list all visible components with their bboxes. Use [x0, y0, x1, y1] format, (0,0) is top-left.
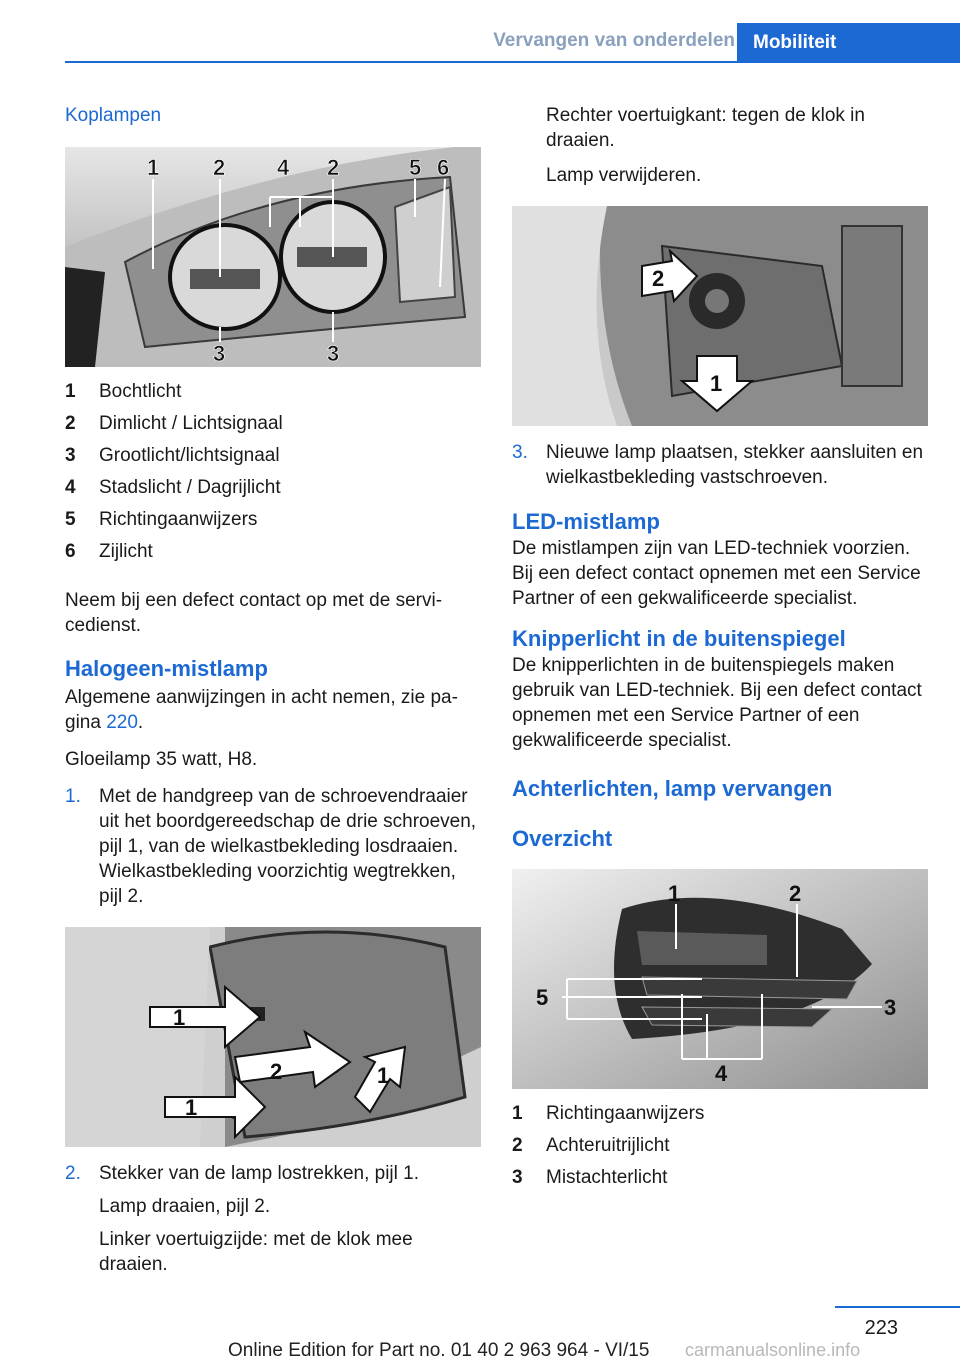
koplampen-label: Koplampen	[65, 105, 162, 126]
headlamp-legend	[65, 376, 481, 568]
wheelarch-callout: 1	[173, 1005, 186, 1030]
headlamp-callout: 5	[409, 155, 422, 180]
legend-item	[65, 440, 481, 472]
step-number: 2.	[65, 1163, 81, 1184]
headlamp-callout: 6	[437, 155, 450, 180]
header-section-title: Vervangen van onderdelen	[493, 30, 735, 51]
overzicht-heading: Overzicht	[512, 826, 613, 851]
halogeen-intro-text: Algemene aanwijzingen in acht nemen, zie pagina	[65, 687, 458, 733]
legend-item	[65, 536, 481, 568]
headlamp-callout: 4	[277, 155, 290, 180]
achter-heading: Achterlichten, lamp vervangen	[512, 776, 833, 801]
legend-text: Dimlicht / Lichtsignaal	[99, 413, 283, 434]
taillight-illustration	[512, 869, 928, 1089]
knipper-heading: Knipperlicht in de buitenspiegel	[512, 626, 846, 651]
legend-text: Bochtlicht	[99, 381, 182, 402]
foglamp-callout: 1	[710, 371, 723, 396]
step2-sub: Rechter voertuigkant: tegen de klok in draaien.	[546, 105, 865, 151]
led-heading: LED-mistlamp	[512, 509, 660, 534]
legend-number: 5	[65, 509, 76, 530]
legend-number: 1	[512, 1103, 523, 1124]
taillight-legend	[512, 1098, 928, 1194]
headlamp-callout: 2	[213, 155, 226, 180]
step-text: Met de handgreep van de schroevendraaier uit het boordgereedschap de drie schroeven, pijl 1, van de wielkastbekleding losdraaien. Wielkastbekleding voorzichtig wegtrekken, pijl 2.	[99, 786, 477, 907]
step-text: Stekker van de lamp lostrekken, pijl 1.	[99, 1163, 419, 1184]
watermark-text: carmanualsonline.info	[685, 1340, 861, 1360]
headlamp-callout: 3	[327, 341, 340, 366]
legend-item	[512, 1098, 928, 1130]
legend-text: Zijlicht	[99, 541, 153, 562]
taillight-callout: 2	[789, 881, 802, 906]
gloeilamp-text: Gloeilamp 35 watt, H8.	[65, 749, 258, 770]
steps-list	[65, 784, 481, 909]
page-reference-link[interactable]: 220	[106, 712, 138, 733]
headlamp-callout: 1	[147, 155, 160, 180]
right-column	[512, 100, 928, 1194]
step-text: Nieuwe lamp plaatsen, stekker aansluiten en wielkastbekleding vastschroeven.	[546, 442, 924, 488]
steps-list	[65, 1161, 481, 1186]
taillight-callout: 4	[715, 1061, 728, 1086]
legend-item	[65, 472, 481, 504]
wheelarch-callout: 2	[270, 1059, 283, 1084]
wheelarch-callout: 1	[185, 1095, 198, 1120]
legend-number: 2	[512, 1135, 523, 1156]
legend-number: 6	[65, 541, 76, 562]
headlamp-figure	[65, 147, 481, 367]
legend-item	[65, 376, 481, 408]
wheelarch-illustration	[65, 927, 481, 1147]
legend-text: Achteruitrijlicht	[546, 1135, 670, 1156]
defect-paragraph: Neem bij een defect contact op met de servicedienst.	[65, 590, 443, 636]
foglamp-figure	[512, 206, 928, 426]
step-item	[65, 1161, 481, 1186]
halogeen-intro-end: .	[137, 712, 144, 733]
foglamp-callout: 2	[652, 266, 665, 291]
headlamp-callout: 3	[213, 341, 226, 366]
edition-text: Online Edition for Part no. 01 40 2 963 964 - VI/15	[228, 1340, 650, 1361]
halogeen-heading: Halogeen-mistlamp	[65, 656, 268, 681]
legend-number: 1	[65, 381, 76, 402]
legend-number: 4	[65, 477, 76, 498]
legend-item	[512, 1130, 928, 1162]
headlamp-callout: 2	[327, 155, 340, 180]
knipper-paragraph: De knipperlichten in de buitenspiegels maken gebruik van LED-techniek. Bij een defect contact opnemen met een Service Partner of een gekwalificeerde specialist.	[512, 655, 922, 751]
steps-list	[512, 440, 928, 490]
legend-item	[65, 504, 481, 536]
step-number: 1.	[65, 786, 81, 807]
page-number: 223	[864, 1317, 898, 1339]
step-item	[65, 784, 481, 909]
legend-item	[512, 1162, 928, 1194]
step2-sub: Lamp draaien, pijl 2.	[99, 1196, 271, 1217]
legend-number: 3	[65, 445, 76, 466]
led-paragraph: De mistlampen zijn van LED-techniek voorzien. Bij een defect contact opnemen met een Service Partner of een gekwalificeerde specialist.	[512, 538, 921, 609]
header-chapter-tab: Mobiliteit	[737, 23, 960, 63]
header-rule	[65, 61, 960, 63]
legend-text: Grootlicht/lichtsignaal	[99, 445, 280, 466]
legend-text: Stadslicht / Dagrijlicht	[99, 477, 281, 498]
step2-sub: Linker voertuigzijde: met de klok mee draaien.	[99, 1229, 413, 1275]
foglamp-illustration	[512, 206, 928, 426]
legend-item	[65, 408, 481, 440]
legend-number: 3	[512, 1167, 523, 1188]
step2-sub: Lamp verwijderen.	[546, 165, 702, 186]
step-item	[512, 440, 928, 490]
footer-rule	[835, 1306, 960, 1308]
left-column	[65, 100, 481, 1277]
headlamp-illustration	[65, 147, 481, 367]
wheelarch-callout: 1	[377, 1063, 390, 1088]
taillight-callout: 3	[884, 995, 897, 1020]
wheelarch-figure	[65, 927, 481, 1147]
legend-text: Mistachterlicht	[546, 1167, 668, 1188]
legend-text: Richtingaanwijzers	[99, 509, 258, 530]
legend-number: 2	[65, 413, 76, 434]
taillight-figure	[512, 869, 928, 1089]
taillight-callout: 1	[668, 881, 681, 906]
halogeen-intro	[65, 685, 481, 735]
taillight-callout: 5	[536, 985, 549, 1010]
legend-text: Richtingaanwijzers	[546, 1103, 705, 1124]
step-number: 3.	[512, 442, 528, 463]
